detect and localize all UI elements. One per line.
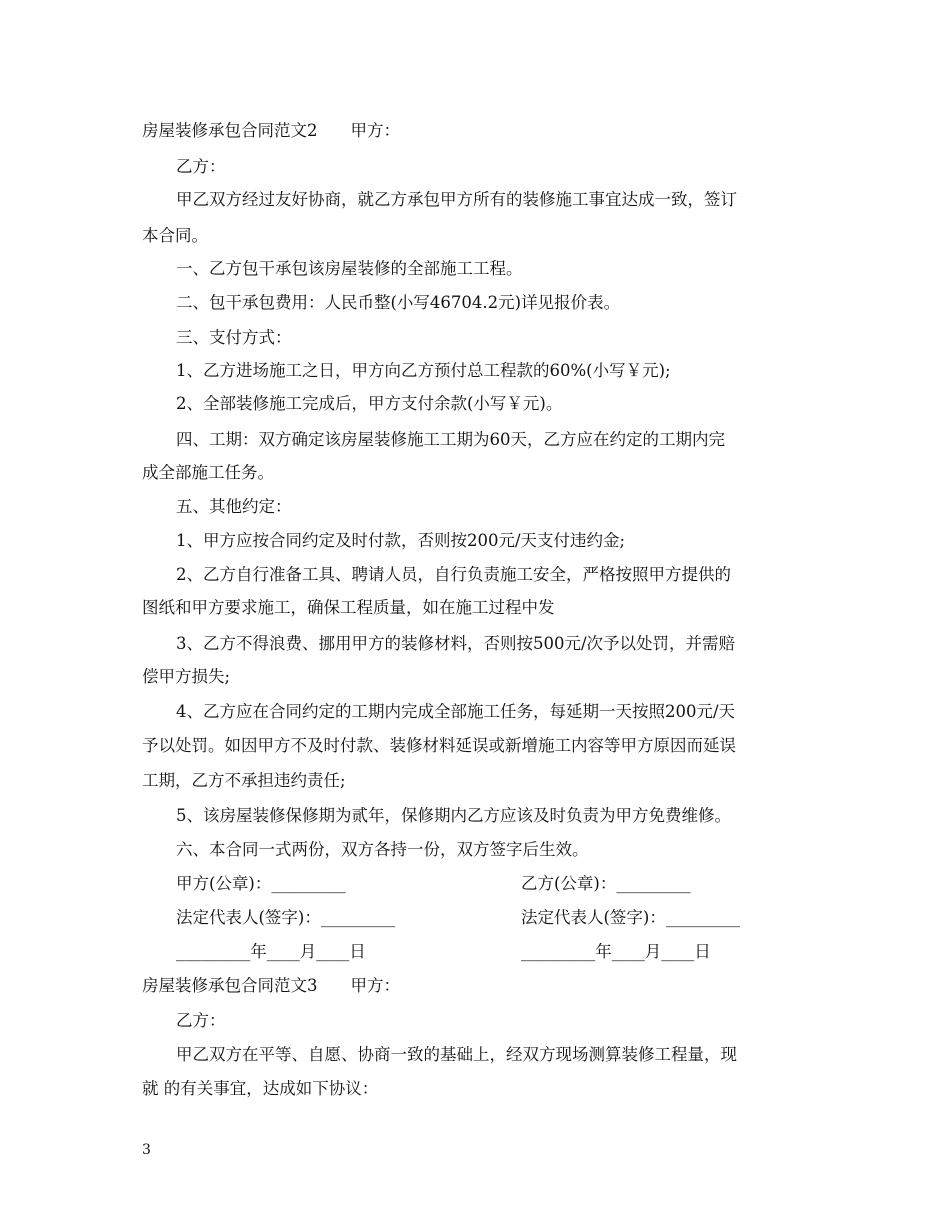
section-heading: 房屋装修承包合同范文2 甲方： bbox=[142, 121, 400, 140]
party-b-date-field: _________年____月____日 bbox=[521, 942, 711, 961]
paragraph-line: 三、支付方式： bbox=[176, 328, 292, 347]
paragraph-line: 2、乙方自行准备工具、聘请人员，自行负责施工安全，严格按照甲方提供的 bbox=[176, 565, 731, 584]
party-b-line: 乙方： bbox=[176, 157, 226, 176]
paragraph-line: 成全部施工任务。 bbox=[142, 463, 274, 482]
paragraph-line: 工期，乙方不承担违约责任; bbox=[142, 771, 346, 790]
party-b-line: 乙方： bbox=[176, 1011, 226, 1030]
paragraph-line: 3、乙方不得浪费、挪用甲方的装修材料，否则按500元/次予以处罚，并需赔 bbox=[176, 634, 736, 653]
paragraph-line: 甲乙双方经过友好协商，就乙方承包甲方所有的装修施工事宜达成一致，签订 bbox=[176, 190, 737, 209]
party-a-date-field: _________年____月____日 bbox=[176, 942, 366, 961]
section-heading: 房屋装修承包合同范文3 甲方： bbox=[142, 976, 400, 995]
party-a-representative-field: 法定代表人(签字)：_________ bbox=[176, 908, 396, 927]
paragraph-line: 图纸和甲方要求施工，确保工程质量，如在施工过程中发 bbox=[142, 598, 555, 617]
party-a-seal-field: 甲方(公章)：_________ bbox=[176, 874, 346, 893]
paragraph-line: 4、乙方应在合同约定的工期内完成全部施工任务，每延期一天按照200元/天 bbox=[176, 702, 736, 721]
paragraph-line: 本合同。 bbox=[142, 226, 208, 245]
paragraph-line: 二、包干承包费用：人民币整(小写46704.2元)详见报价表。 bbox=[176, 293, 621, 312]
paragraph-line: 偿甲方损失; bbox=[142, 667, 231, 686]
party-b-representative-field: 法定代表人(签字)：_________ bbox=[521, 908, 741, 927]
paragraph-line: 1、乙方进场施工之日，甲方向乙方预付总工程款的60%(小写￥元); bbox=[176, 361, 671, 380]
paragraph-line: 1、甲方应按合同约定及时付款，否则按200元/天支付违约金; bbox=[176, 531, 626, 550]
paragraph-line: 四、工期：双方确定该房屋装修施工工期为60天，乙方应在约定的工期内完 bbox=[176, 430, 725, 449]
paragraph-line: 5、该房屋装修保修期为贰年，保修期内乙方应该及时负责为甲方免费维修。 bbox=[176, 806, 731, 825]
page-number: 3 bbox=[142, 1142, 151, 1158]
paragraph-line: 就 的有关事宜，达成如下协议： bbox=[142, 1079, 379, 1098]
paragraph-line: 五、其他约定： bbox=[176, 497, 292, 516]
paragraph-line: 甲乙双方在平等、自愿、协商一致的基础上，经双方现场测算装修工程量，现 bbox=[176, 1045, 737, 1064]
paragraph-line: 2、全部装修施工完成后，甲方支付余款(小写￥元)。 bbox=[176, 394, 563, 413]
paragraph-line: 一、乙方包干承包该房屋装修的全部施工工程。 bbox=[176, 259, 523, 278]
paragraph-line: 予以处罚。如因甲方不及时付款、装修材料延误或新增施工内容等甲方原因而延误 bbox=[142, 736, 736, 755]
paragraph-line: 六、本合同一式两份，双方各持一份，双方签字后生效。 bbox=[176, 840, 589, 859]
party-b-seal-field: 乙方(公章)：_________ bbox=[521, 874, 691, 893]
